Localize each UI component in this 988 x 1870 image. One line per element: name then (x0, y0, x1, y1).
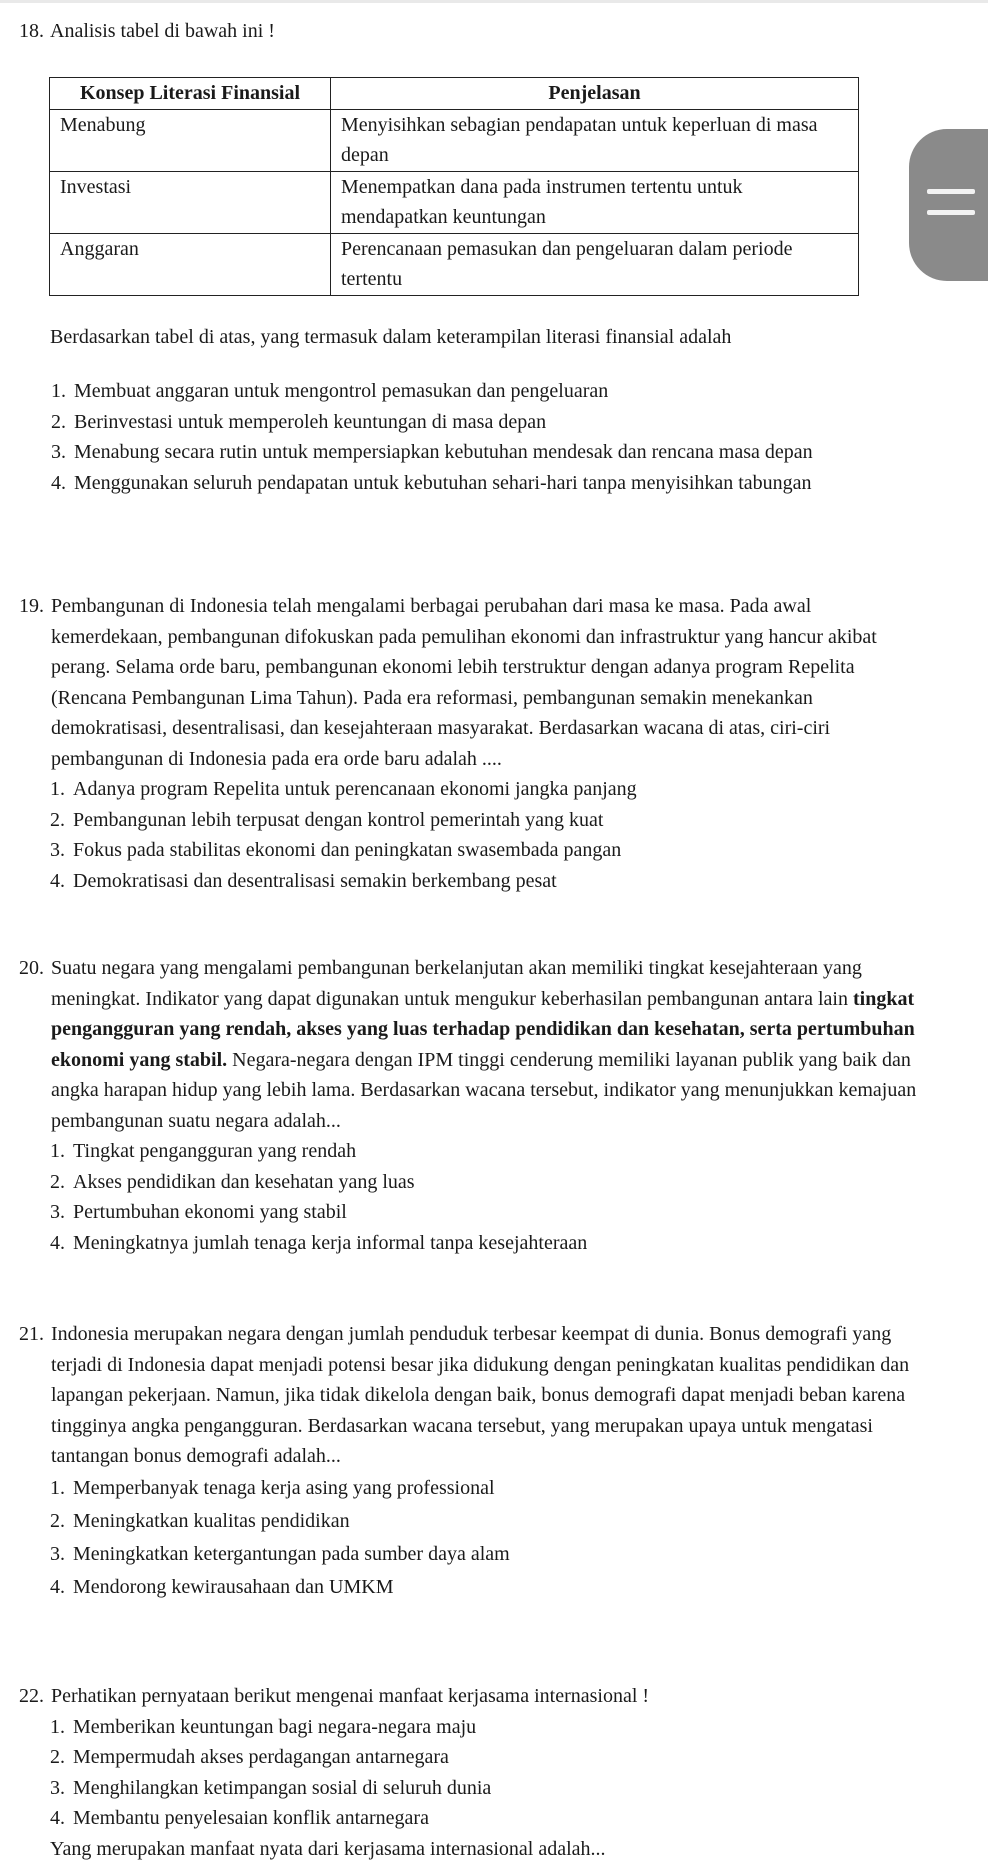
option-number: 3. (51, 441, 66, 463)
question-text: Perhatikan pernyataan berikut mengenai manfaat kerjasama internasional ! (51, 1685, 650, 1707)
list-item (50, 835, 919, 866)
option-number: 2. (51, 410, 66, 433)
question-number: 19. (19, 595, 44, 617)
literasi-table (49, 77, 859, 296)
grip-line-icon (927, 210, 975, 215)
list-item (51, 407, 881, 438)
question-18-options (51, 376, 881, 498)
table-cell-konsep: Investasi (50, 171, 331, 233)
list-item (51, 437, 881, 468)
option-text: Meningkatnya jumlah tenaga kerja informal tanpa kesejahteraan (73, 1231, 588, 1254)
question-text-intro: Suatu negara yang mengalami pembangunan berkelanjutan akan memiliki tingkat kesejahteraan yang meningkat. Indikator yang dapat digunakan untuk mengukur keberhasilan pembangunan antara lain (51, 957, 862, 1010)
question-22 (19, 1681, 919, 1864)
list-item (50, 1803, 919, 1834)
list-item (50, 866, 919, 897)
top-edge (0, 0, 988, 3)
question-text: Pembangunan di Indonesia telah mengalami berbagai perubahan dari masa ke masa. Pada awal kemerdekaan, pembangunan difokuskan pada pemulihan ekonomi dan infrastruktur yang hancur akibat perang. Selama orde baru, pembangunan ekonomi lebih terstruktur dengan adanya program Repelita (Rencana Pembangunan Lima Tahun). Pada era reformasi, pembangunan semakin menekankan demokratisasi, desentralisasi, dan kesejahteraan masyarakat. Berdasarkan wacana di atas, ciri-ciri pembangunan di Indonesia pada era orde baru adalah .... (51, 595, 877, 770)
table-cell-konsep: Anggaran (50, 233, 331, 295)
option-number: 1. (50, 778, 65, 800)
grip-line-icon (927, 189, 975, 194)
option-text: Adanya program Repelita untuk perencanaan ekonomi jangka panjang (73, 778, 637, 800)
question-text (50, 953, 919, 1136)
table-header-konsep: Konsep Literasi Finansial (50, 78, 331, 110)
option-number: 4. (50, 1575, 65, 1598)
scroll-handle[interactable] (909, 129, 988, 281)
option-text: Mempermudah akses perdagangan antarnegara (73, 1746, 449, 1768)
option-text: Membuat anggaran untuk mengontrol pemasukan dan pengeluaran (74, 380, 609, 402)
option-number: 3. (50, 839, 65, 861)
question-18 (19, 16, 919, 47)
option-text: Akses pendidikan dan kesehatan yang luas (73, 1170, 415, 1193)
list-item (50, 1472, 919, 1505)
question-number: 18. (19, 20, 44, 42)
list-item (50, 1712, 919, 1743)
list-item (51, 376, 881, 407)
question-22-options (50, 1712, 919, 1834)
question-number: 22. (19, 1685, 44, 1707)
list-item (50, 1742, 919, 1773)
list-item (50, 1571, 919, 1604)
table-cell-penjelasan: Perencanaan pemasukan dan pengeluaran dalam periode tertentu (331, 233, 859, 295)
question-22-closing: Yang merupakan manfaat nyata dari kerjasama internasional adalah... (50, 1837, 606, 1860)
question-19-options (50, 774, 919, 896)
option-number: 2. (50, 808, 65, 831)
option-text: Pertumbuhan ekonomi yang stabil (73, 1201, 347, 1223)
option-text: Tingkat pengangguran yang rendah (73, 1140, 357, 1162)
list-item (51, 468, 881, 499)
question-text-outro: Negara-negara dengan IPM tinggi cenderung memiliki layanan publik yang baik dan angka harapan hidup yang lebih lama. Berdasarkan wacana tersebut, indikator yang menunjukkan kemajuan pembangunan suatu negara adalah... (51, 1048, 917, 1132)
list-item (50, 1167, 919, 1198)
list-item (50, 774, 919, 805)
option-text: Menghilangkan ketimpangan sosial di seluruh dunia (73, 1776, 492, 1799)
list-item (50, 1197, 919, 1228)
option-number: 3. (50, 1201, 65, 1223)
option-number: 2. (50, 1170, 65, 1193)
table-cell-konsep: Menabung (50, 109, 331, 171)
option-text: Pembangunan lebih terpusat dengan kontrol pemerintah yang kuat (73, 808, 604, 831)
table-row (50, 109, 859, 171)
option-text: Meningkatkan kualitas pendidikan (73, 1509, 350, 1532)
option-number: 4. (50, 869, 65, 892)
list-item (50, 1228, 919, 1259)
question-prompt: Analisis tabel di bawah ini ! (50, 20, 275, 42)
list-item (50, 805, 919, 836)
option-number: 1. (50, 1476, 65, 1499)
list-item (50, 1136, 919, 1167)
question-number: 21. (19, 1323, 44, 1345)
table-cell-penjelasan: Menyisihkan sebagian pendapatan untuk keperluan di masa depan (331, 109, 859, 171)
option-text: Meningkatkan ketergantungan pada sumber daya alam (73, 1542, 510, 1565)
question-20-options (50, 1136, 919, 1258)
option-text: Menabung secara rutin untuk mempersiapkan kebutuhan mendesak dan rencana masa depan (74, 441, 813, 463)
option-text: Demokratisasi dan desentralisasi semakin berkembang pesat (73, 869, 557, 892)
option-text: Fokus pada stabilitas ekonomi dan peningkatan swasembada pangan (73, 839, 622, 861)
option-text: Mendorong kewirausahaan dan UMKM (73, 1575, 394, 1598)
option-number: 3. (50, 1776, 65, 1799)
table-header-row (50, 78, 859, 110)
option-number: 4. (50, 1807, 65, 1829)
option-number: 2. (50, 1746, 65, 1768)
table-header-penjelasan: Penjelasan (331, 78, 859, 110)
list-item (50, 1538, 919, 1571)
question-21 (19, 1319, 919, 1604)
question-21-options (50, 1472, 919, 1604)
option-number: 4. (51, 471, 66, 494)
option-text: Membantu penyelesaian konflik antarnegara (73, 1807, 429, 1829)
option-number: 3. (50, 1542, 65, 1565)
option-text: Berinvestasi untuk memperoleh keuntungan di masa depan (74, 410, 547, 433)
option-text: Menggunakan seluruh pendapatan untuk kebutuhan sehari-hari tanpa menyisihkan tabungan (74, 471, 812, 494)
table-cell-penjelasan: Menempatkan dana pada instrumen tertentu untuk mendapatkan keuntungan (331, 171, 859, 233)
question-number: 20. (19, 957, 44, 979)
question-19 (19, 591, 919, 896)
list-item (50, 1505, 919, 1538)
question-text-emphasis: tingkat pengangguran yang rendah, akses yang luas terhadap pendidikan dan kesehatan, serta pertumbuhan ekonomi yang stabil. (51, 987, 915, 1071)
question-20 (19, 953, 919, 1258)
option-text: Memberikan keuntungan bagi negara-negara maju (73, 1715, 477, 1738)
question-18-stem: Berdasarkan tabel di atas, yang termasuk dalam keterampilan literasi finansial adalah (50, 326, 732, 348)
option-number: 1. (51, 380, 66, 402)
option-number: 4. (50, 1231, 65, 1254)
table-row (50, 171, 859, 233)
question-text: Indonesia merupakan negara dengan jumlah penduduk terbesar keempat di dunia. Bonus demografi yang terjadi di Indonesia dapat menjadi potensi besar jika didukung dengan peningkatan kualitas pendidikan dan lapangan pekerjaan. Namun, jika tidak dikelola dengan baik, bonus demografi dapat menjadi beban karena tingginya angka pengangguran. Berdasarkan wacana tersebut, yang merupakan upaya untuk mengatasi tantangan bonus demografi adalah... (51, 1323, 910, 1467)
list-item (50, 1773, 919, 1804)
option-text: Memperbanyak tenaga kerja asing yang professional (73, 1476, 495, 1499)
option-number: 1. (50, 1140, 65, 1162)
option-number: 1. (50, 1715, 65, 1738)
table-row (50, 233, 859, 295)
option-number: 2. (50, 1509, 65, 1532)
